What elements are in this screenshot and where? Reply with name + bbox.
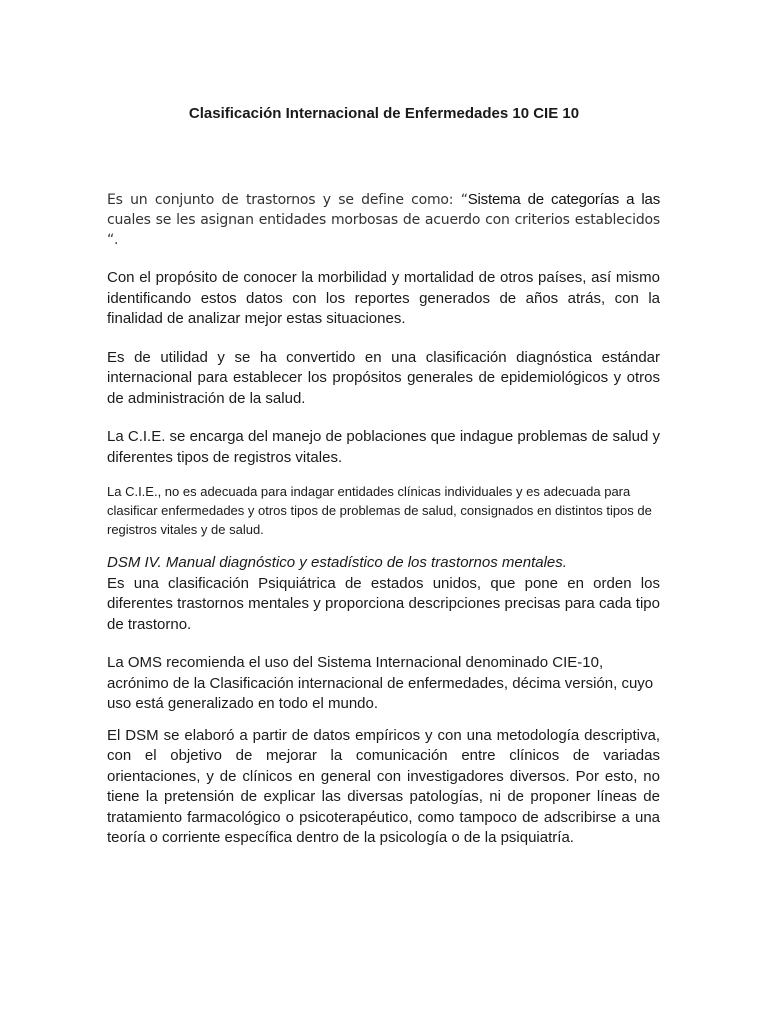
paragraph-dsm-definicion: Es una clasificación Psiquiátrica de estados unidos, que pone en orden los diferentes trastornos mentales y proporciona descripciones precisas para cada tipo de trastorno. <box>107 574 660 633</box>
document-title: Clasificación Internacional de Enfermedades 10 CIE 10 <box>188 105 580 122</box>
paragraph-oms: La OMS recomienda el uso del Sistema Internacional denominado CIE-10, acrónimo de la Clasificación internacional de enfermedades, décima versión, cuyo uso está generalizado en todo el mundo. <box>107 654 654 712</box>
paragraph-utilidad: Es de utilidad y se ha convertido en una clasificación diagnóstica estándar internacional para establecer los propósitos generales de epidemiológicos y otros de administración de la salud. <box>107 348 660 407</box>
intro-paragraph <box>107 190 660 250</box>
intro-rest: cuales se les asignan entidades morbosas de acuerdo con criterios establecidos “. <box>107 212 660 248</box>
paragraph-cie-adecuada: La C.I.E., no es adecuada para indagar entidades clínicas individuales y es adecuada para clasificar enfermedades y otros tipos de problemas de salud, consignados en distintos tipos de registros vitales y de salud. <box>107 484 652 537</box>
paragraph-dsm-elaboracion: El DSM se elaboró a partir de datos empíricos y con una metodología descriptiva, con el objetivo de mejorar la comunicación entre clínicos de variadas orientaciones, y de clínicos en general con investigadores diversos. Por esto, no tiene la pretensión de explicar las diversas patologías, ni de proponer líneas de tratamiento farmacológico o psicoterapéutico, como tampoco de adscribirse a una teoría o corriente específica dentro de la psicología o de la psiquiatría. <box>107 726 660 846</box>
intro-lead: Es un conjunto de trastornos y se define como: “ <box>107 192 468 208</box>
intro-quote-start: Sistema de categorías a las <box>467 191 660 208</box>
document-body <box>107 190 660 849</box>
dsm-heading: DSM IV. Manual diagnóstico y estadístico de los trastornos mentales. <box>107 554 567 571</box>
paragraph-cie-manejo: La C.I.E. se encarga del manejo de poblaciones que indague problemas de salud y diferentes tipos de registros vitales. <box>107 428 660 466</box>
paragraph-proposito: Con el propósito de conocer la morbilidad y mortalidad de otros países, así mismo identificando estos datos con los reportes generados de años atrás, con la finalidad de analizar mejor estas situaciones. <box>107 269 660 327</box>
